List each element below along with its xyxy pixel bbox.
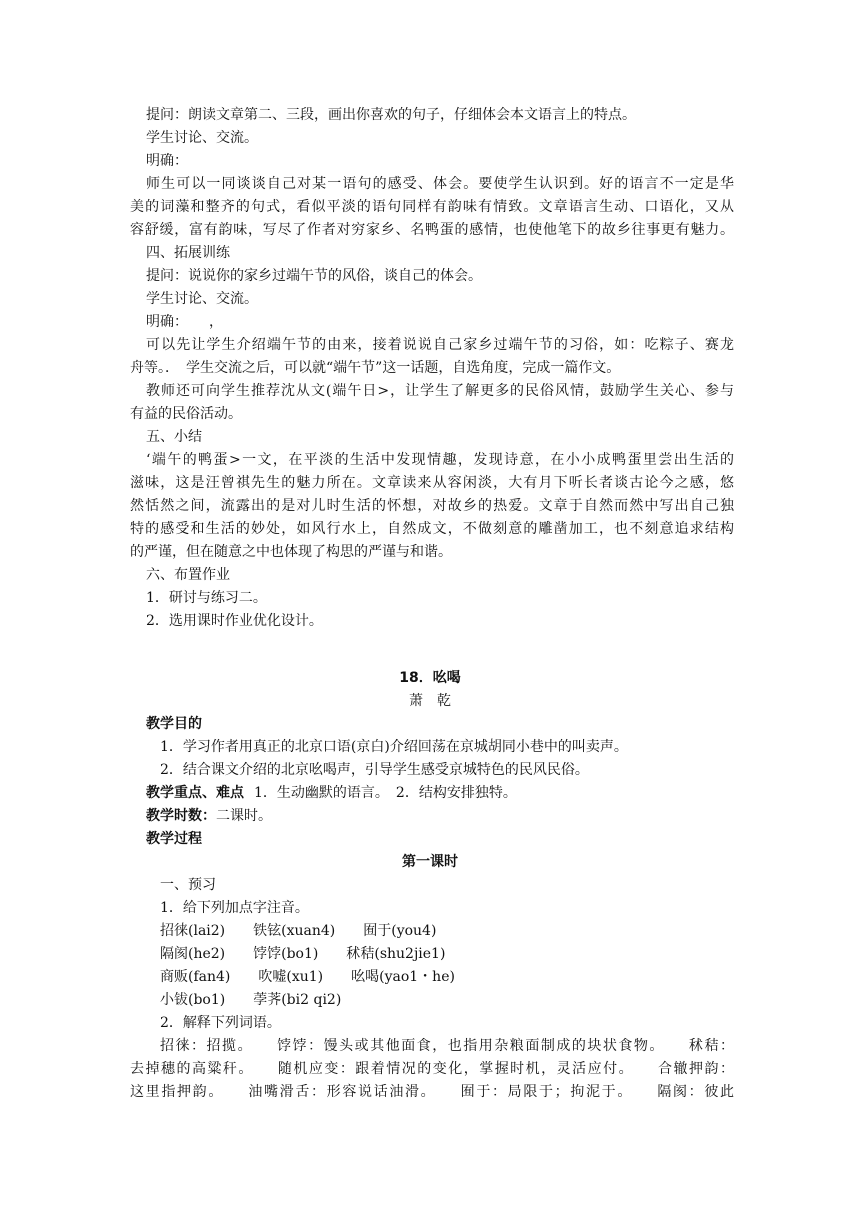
hours-label: 教学时数： — [146, 808, 216, 824]
text-line: 教师还可向学生推荐沈从文(端午日>，让学生了解更多的民俗风情，鼓励学生关心、参与 — [146, 383, 734, 399]
text-line: 有益的民俗活动。 — [130, 406, 242, 422]
text-line: 明确： ， — [146, 314, 223, 330]
explanation-line: 招徕：招揽。 饽饽：馒头或其他面食，也指用杂粮面制成的块状食物。 秫秸： — [160, 1038, 734, 1054]
text-line: 特的感受和生活的妙处，如风行水上，自然成文，不做刻意的雕凿加工，也不刻意追求结构 — [130, 521, 734, 537]
text-line: 舟等。． 学生交流之后，可以就“端午节”这一话题，自选角度，完成一篇作文。 — [130, 360, 621, 376]
text-line: ‘端午的鸭蛋>一文，在平淡的生活中发现情趣，发现诗意，在小小成鸭蛋里尝出生活的 — [146, 452, 734, 468]
section-heading: 六、布置作业 — [146, 567, 230, 583]
text-line: 容舒缓，富有韵味，写尽了作者对穷家乡、名鸭蛋的感情，也使他笔下的故乡往事更有魅力。 — [130, 222, 734, 238]
goals-heading: 教学目的 — [146, 716, 202, 732]
pinyin-row: 隔阂(he2) 饽饽(bo1) 秫秸(shu2jie1) — [160, 946, 446, 962]
lesson-author: 萧 乾 — [409, 693, 451, 709]
section-heading: 四、拓展训练 — [146, 245, 230, 261]
pinyin-row: 商贩(fan4) 吹嘘(xu1) 吆喝(yao1・he) — [160, 969, 455, 985]
process-heading: 教学过程 — [146, 831, 202, 847]
question-line: 提问：说说你的家乡过端午节的风俗，谈自己的体会。 — [146, 268, 482, 284]
homework-item: 2．选用课时作业优化设计。 — [146, 613, 323, 629]
pinyin-row: 小钹(bo1) 荸荠(bi2 qi2) — [160, 992, 342, 1008]
task-item: 2．解释下列词语。 — [160, 1015, 281, 1031]
text-line: 然恬然之间，流露出的是对儿时生活的怀想，对故乡的热爱。文章于自然而然中写出自己独 — [130, 498, 734, 514]
homework-item: 1．研讨与练习二。 — [146, 590, 267, 606]
question-line: 提问：朗读文章第二、三段，画出你喜欢的句子，仔细体会本文语言上的特点。 — [146, 107, 636, 123]
hours-text: 二课时。 — [216, 808, 272, 824]
text-line: 师生可以一同谈谈自己对某一语句的感受、体会。要使学生认识到。好的语言不一定是华 — [146, 176, 734, 192]
explanation-line: 去掉穗的高粱秆。 随机应变：跟着情况的变化，掌握时机，灵活应付。 合辙押韵： — [130, 1061, 734, 1077]
hours-line — [146, 805, 750, 828]
text-line: 学生讨论、交流。 — [146, 130, 258, 146]
text-line: 学生讨论、交流。 — [146, 291, 258, 307]
focus-line — [146, 782, 750, 805]
pinyin-row: 招徕(lai2) 铁铉(xuan4) 囿于(you4) — [160, 923, 437, 939]
goal-item: 2．结合课文介绍的北京吆喝声，引导学生感受京城特色的民风民俗。 — [160, 762, 589, 778]
focus-text: 1．生动幽默的语言。 2．结构安排独特。 — [254, 785, 517, 801]
section-heading: 五、小结 — [146, 429, 202, 445]
lesson-title: 18．吆喝 — [399, 670, 461, 686]
text-line: 的严谨，但在随意之中也体现了构思的严谨与和谐。 — [130, 544, 452, 560]
explanation-line: 这里指押韵。 油嘴滑舌：形容说话油滑。 囿于：局限于；拘泥于。 隔阂：彼此 — [130, 1084, 734, 1100]
text-line: 可以先让学生介绍端午节的由来，接着说说自己家乡过端午节的习俗，如：吃粽子、赛龙 — [146, 337, 734, 353]
goal-item: 1．学习作者用真正的北京口语(京白)介绍回荡在京城胡同小巷中的叫卖声。 — [160, 739, 628, 755]
task-item: 1．给下列加点字注音。 — [160, 900, 309, 916]
section-heading: 一、预习 — [160, 877, 216, 893]
text-line: 滋味，这是汪曾祺先生的魅力所在。文章读来从容闲淡，大有月下听长者谈古论今之感，悠 — [130, 475, 734, 491]
period-title: 第一课时 — [402, 854, 458, 870]
focus-label: 教学重点、难点 — [146, 785, 244, 801]
text-line: 美的词藻和整齐的句式，看似平淡的语句同样有韵味有情致。文章语言生动、口语化，又从 — [130, 199, 734, 215]
text-line: 明确： — [146, 153, 188, 169]
